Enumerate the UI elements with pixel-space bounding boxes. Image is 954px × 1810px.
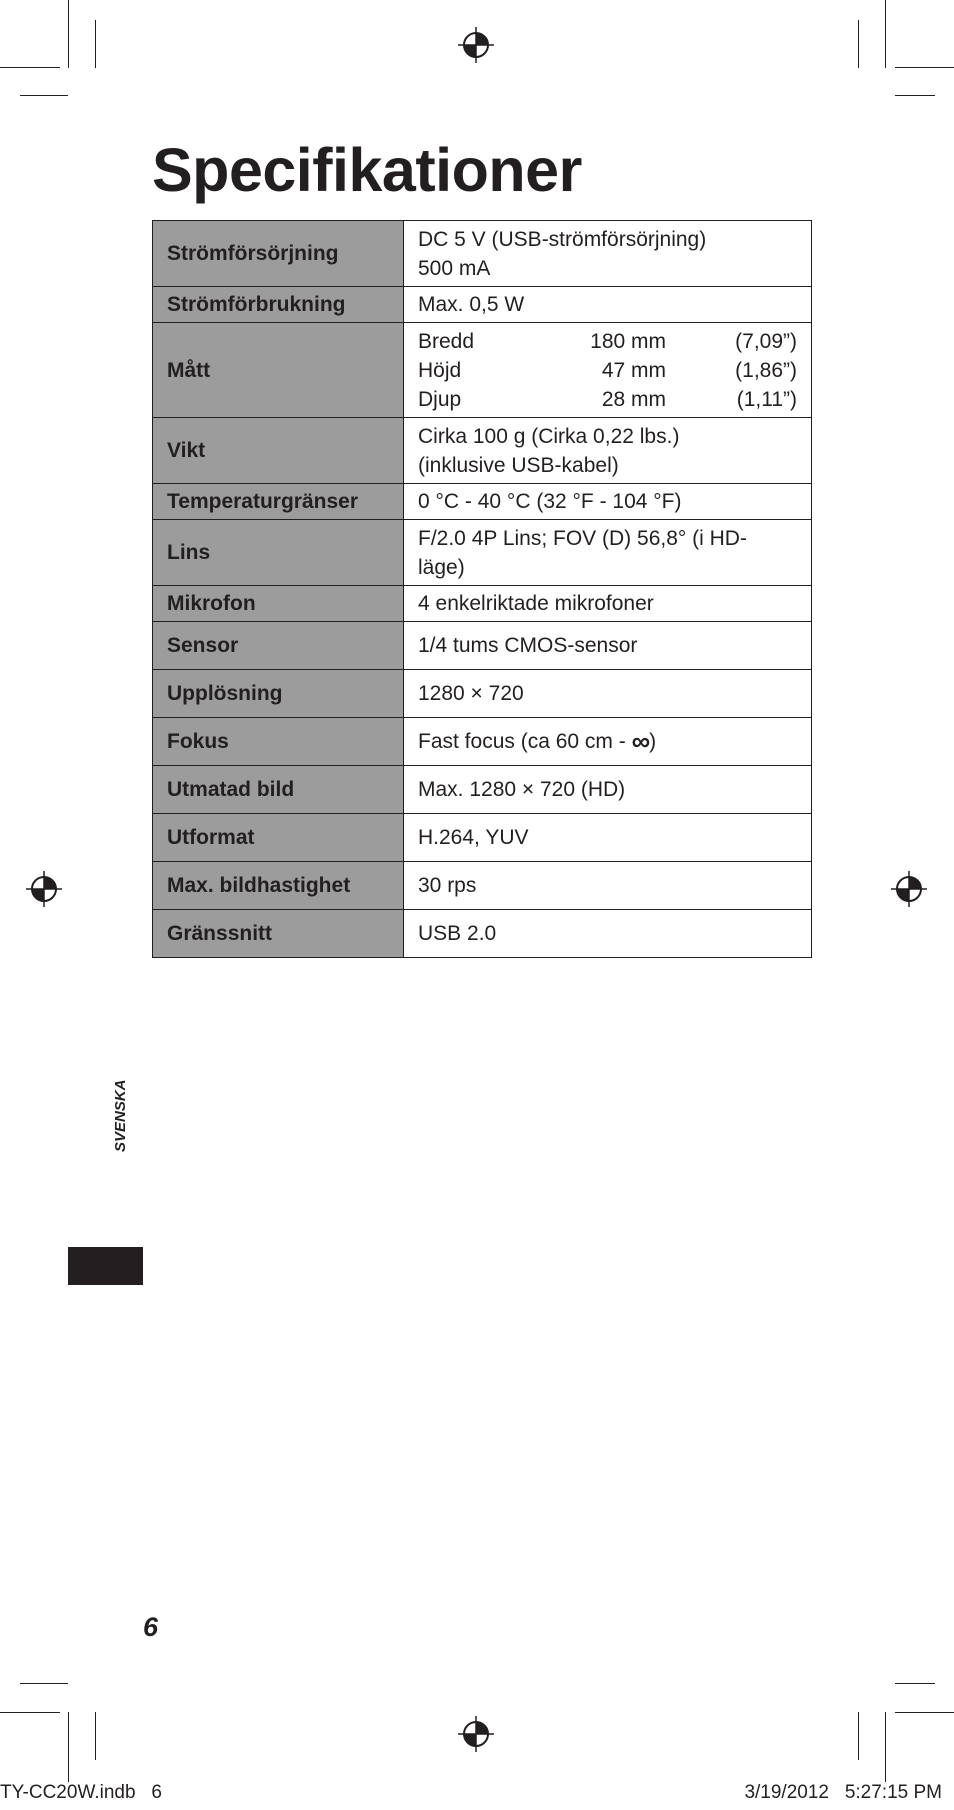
dimensions-grid: Bredd 180 mm (7,09”) Höjd 47 mm (1,86”) Djup 28 mm (1,11”): [418, 329, 797, 411]
spec-label: Temperaturgränser: [153, 484, 404, 520]
spec-label: Gränssnitt: [153, 910, 404, 958]
spec-value: [404, 323, 812, 418]
table-row: [153, 910, 812, 958]
language-tab-label: SVENSKA: [112, 1079, 129, 1152]
crop-mark-top-right-h: [895, 95, 935, 96]
spec-label: Upplösning: [153, 670, 404, 718]
table-row: [153, 520, 812, 586]
spec-label: Fokus: [153, 718, 404, 766]
crop-mark-top-right-inner: [858, 20, 859, 68]
crop-mark-top-right-outer: [885, 0, 886, 68]
registration-mark-icon: [456, 1714, 496, 1754]
spec-value: Max. 1280 × 720 (HD): [404, 766, 812, 814]
spec-value: USB 2.0: [404, 910, 812, 958]
page-title: Specifikationer: [152, 136, 582, 204]
table-row: [153, 221, 812, 287]
crop-mark-bottom-left-h: [20, 1683, 68, 1684]
crop-mark-bottom-right-outer: [885, 1712, 886, 1782]
spec-label: Strömförbrukning: [153, 287, 404, 323]
spec-table: [152, 220, 812, 958]
spec-value: F/2.0 4P Lins; FOV (D) 56,8° (i HD- läge): [404, 520, 812, 586]
spec-value: 0 °C - 40 °C (32 °F - 104 °F): [404, 484, 812, 520]
crop-mark-top-right-h2: [895, 67, 954, 68]
crop-mark-bottom-left-outer: [68, 1712, 69, 1782]
language-tab-bar: [68, 1247, 143, 1285]
slug-file-info: TY-CC20W.indb 6: [0, 1782, 162, 1803]
crop-mark-bottom-left-inner: [95, 1712, 96, 1760]
spec-label: Vikt: [153, 418, 404, 484]
spec-value: H.264, YUV: [404, 814, 812, 862]
table-row: [153, 323, 812, 418]
spec-label: Strömförsörjning: [153, 221, 404, 287]
registration-mark-icon: [456, 25, 496, 65]
page-number: 6: [143, 1612, 159, 1642]
spec-value: 1280 × 720: [404, 670, 812, 718]
infinity-symbol: ∞: [631, 726, 650, 756]
slug-timestamp: 3/19/2012 5:27:15 PM: [744, 1782, 942, 1803]
spec-label: Sensor: [153, 622, 404, 670]
spec-label: Mått: [153, 323, 404, 418]
table-row: [153, 862, 812, 910]
table-row: [153, 670, 812, 718]
spec-value: 1/4 tums CMOS-sensor: [404, 622, 812, 670]
spec-label: Utmatad bild: [153, 766, 404, 814]
spec-value: DC 5 V (USB-strömförsörjning) 500 mA: [404, 221, 812, 287]
table-row: [153, 814, 812, 862]
spec-label: Utformat: [153, 814, 404, 862]
spec-value: Max. 0,5 W: [404, 287, 812, 323]
registration-mark-icon: [24, 869, 64, 909]
spec-label: Max. bildhastighet: [153, 862, 404, 910]
spec-label: Mikrofon: [153, 586, 404, 622]
spec-value: 30 rps: [404, 862, 812, 910]
crop-mark-bottom-right-inner: [858, 1712, 859, 1760]
registration-mark-icon: [889, 869, 929, 909]
crop-mark-top-left-outer: [68, 0, 69, 68]
table-row: [153, 622, 812, 670]
table-row: [153, 287, 812, 323]
table-row: [153, 766, 812, 814]
table-row: [153, 484, 812, 520]
spec-value: 4 enkelriktade mikrofoner: [404, 586, 812, 622]
spec-label: Lins: [153, 520, 404, 586]
crop-mark-top-left-h2: [0, 67, 60, 68]
spec-value: Fast focus (ca 60 cm - ∞): [404, 718, 812, 766]
crop-mark-bottom-right-h2: [895, 1712, 954, 1713]
table-row: [153, 718, 812, 766]
crop-mark-bottom-left-h2: [0, 1712, 60, 1713]
crop-mark-top-left-h: [20, 95, 68, 96]
spec-value: Cirka 100 g (Cirka 0,22 lbs.) (inklusive USB-kabel): [404, 418, 812, 484]
crop-mark-bottom-right-h: [895, 1683, 935, 1684]
table-row: [153, 586, 812, 622]
table-row: [153, 418, 812, 484]
crop-mark-top-left-inner: [95, 20, 96, 68]
